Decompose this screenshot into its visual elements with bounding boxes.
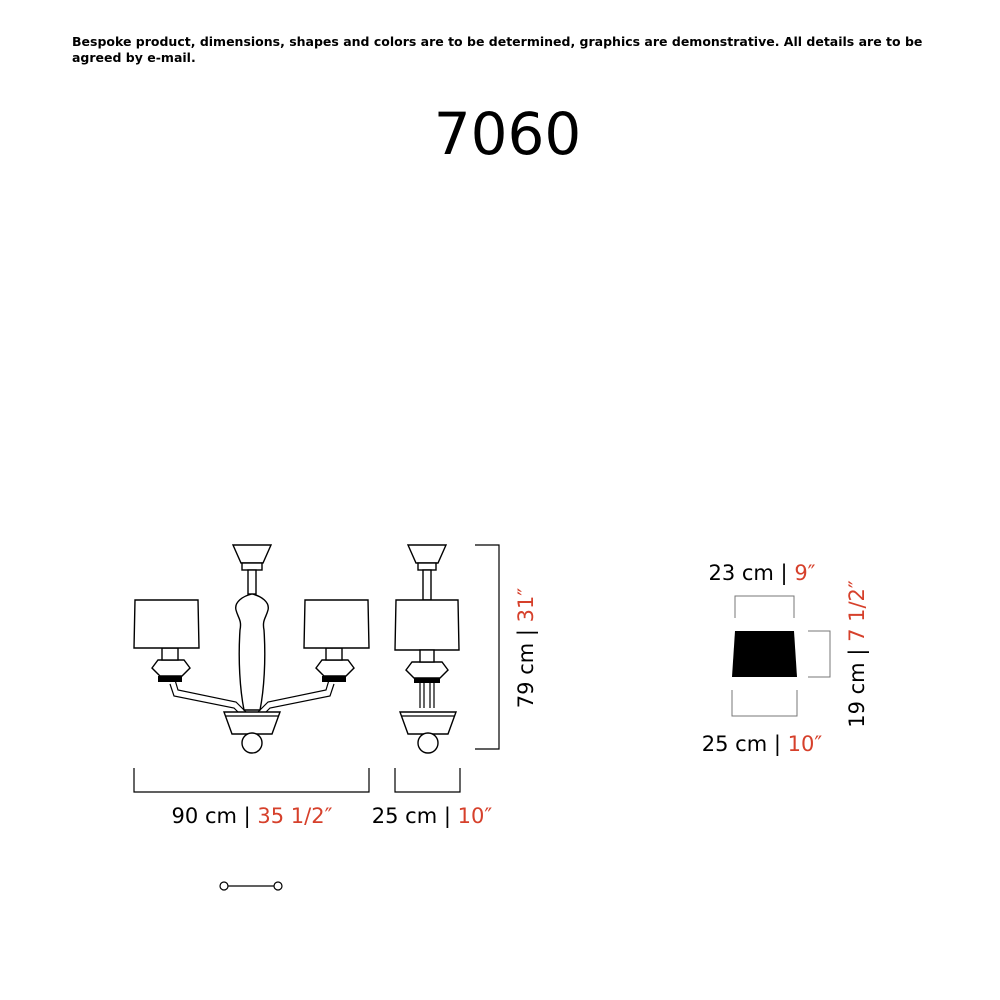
width-bracket bbox=[134, 768, 369, 792]
width-dimension: 90 cm | 35 1/2″ bbox=[171, 804, 333, 828]
shade-detail bbox=[732, 596, 830, 716]
shade-bottom-dimension: 25 cm | 10″ bbox=[701, 732, 823, 756]
shade-height-dimension: 19 cm | 7 1/2″ bbox=[845, 580, 869, 728]
front-view bbox=[134, 545, 369, 753]
model-number: 7060 bbox=[433, 100, 582, 168]
height-dimension: 79 cm | 31″ bbox=[514, 587, 538, 709]
side-view bbox=[395, 545, 459, 753]
lampshade-shape bbox=[732, 631, 797, 677]
depth-bracket bbox=[395, 768, 460, 792]
height-bracket bbox=[475, 545, 499, 749]
disclaimer-text: Bespoke product, dimensions, shapes and colors are to be determined, graphics are demonstrative. All details are to be agreed by e-mail. bbox=[72, 34, 923, 65]
cable-suspension-icon bbox=[220, 882, 282, 890]
shade-top-dimension: 23 cm | 9″ bbox=[708, 561, 816, 585]
depth-dimension: 25 cm | 10″ bbox=[371, 804, 493, 828]
